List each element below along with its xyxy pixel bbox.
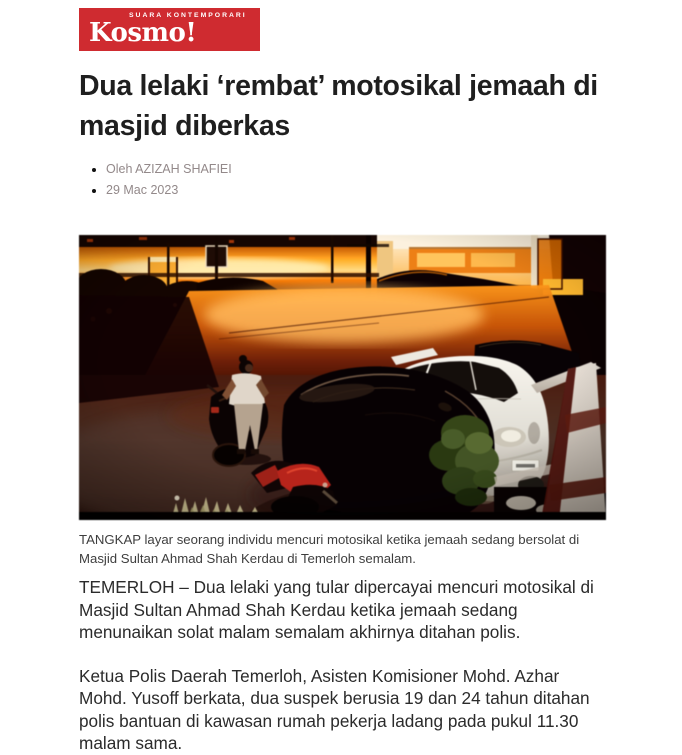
logo-tagline: SUARA KONTEMPORARI — [129, 12, 247, 19]
article-page — [79, 0, 606, 755]
paragraph-1: TEMERLOH – Dua lelaki yang tular dipercayai mencuri motosikal di Masjid Sultan Ahmad Shah Kerdau ketika jemaah sedang menunaikan solat malam semalam akhirnya ditahan polis. — [79, 577, 594, 643]
article-photo — [79, 235, 606, 520]
article-headline: Dua lelaki ‘rembat’ motosikal jemaah di masjid diberkas — [79, 69, 598, 142]
byline — [79, 160, 606, 199]
byline-author: • Oleh AZIZAH SHAFIEI — [106, 160, 606, 178]
byline-date: • 29 Mac 2023 — [106, 181, 606, 199]
logo-name: Kosmo! — [89, 17, 197, 48]
photo-caption: TANGKAP layar seorang individu mencuri motosikal ketika jemaah sedang bersolat di Masjid Sultan Ahmad Shah Kerdau di Temerloh semalam. — [79, 531, 580, 566]
kosmo-logo[interactable] — [79, 8, 260, 51]
article-figure — [79, 235, 606, 568]
paragraph-2: Ketua Polis Daerah Temerloh, Asisten Komisioner Mohd. Azhar Mohd. Yusoff berkata, dua suspek berusia 19 dan 24 tahun ditahan polis bantuan di kawasan rumah pekerja ladang pada pukul 11.30 malam sama. — [79, 665, 590, 754]
